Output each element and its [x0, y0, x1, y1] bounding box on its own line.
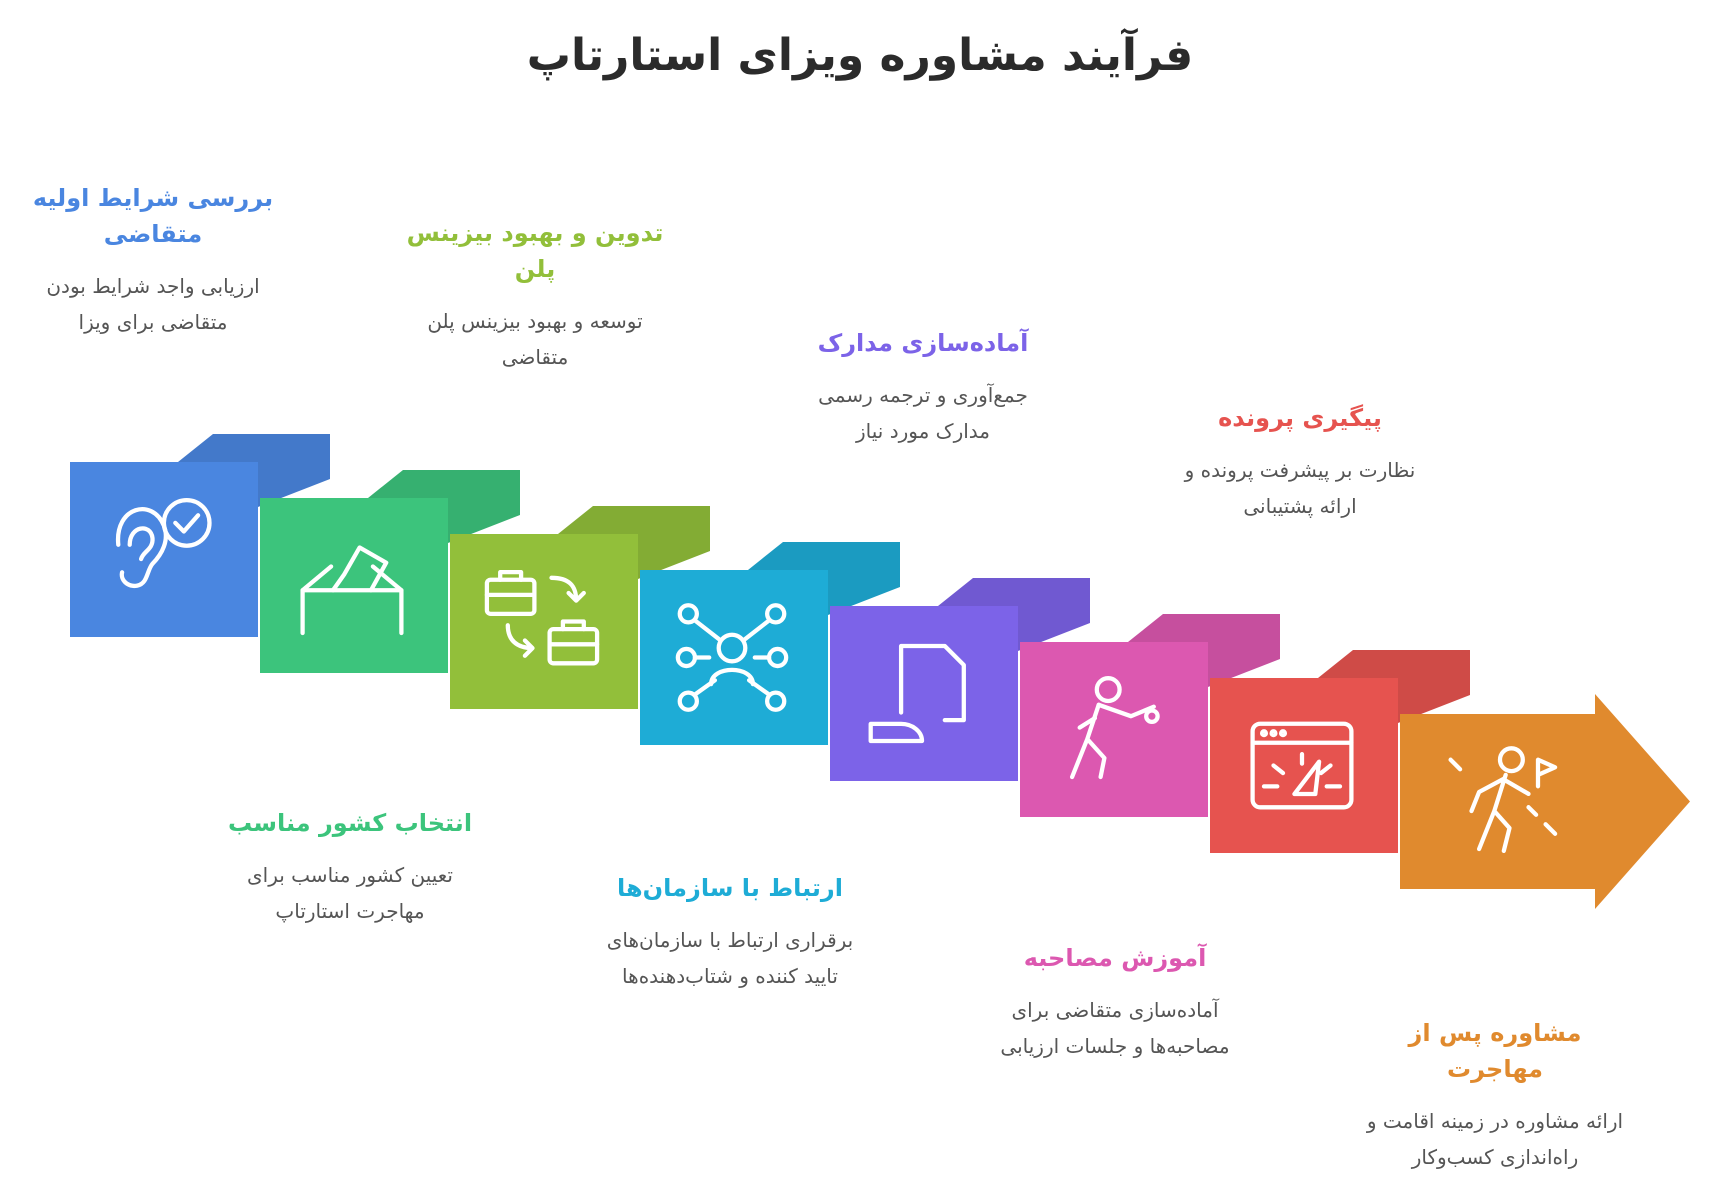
step-description: ارزیابی واجد شرایط بودن متقاضی برای ویزا: [46, 274, 260, 334]
step-description: تعیین کشور مناسب برای مهاجرت استارتاپ: [247, 863, 453, 923]
step-label-5: [788, 325, 1058, 449]
step-label-7: [1165, 400, 1435, 524]
step-label-4: [595, 870, 865, 994]
step-title: آموزش مصاحبه: [1023, 944, 1207, 972]
step-description: جمع‌آوری و ترجمه رسمی مدارک مورد نیاز: [818, 383, 1028, 443]
step-description: نظارت بر پیشرفت پرونده و ارائه پشتیبانی: [1184, 458, 1416, 518]
step-title: مشاوره پس از مهاجرت: [1408, 1019, 1582, 1083]
step-block-body: [830, 606, 1018, 781]
step-label-6: [980, 940, 1250, 1064]
step-label-8: [1360, 1015, 1630, 1175]
step-block-8: [1400, 694, 1690, 909]
step-block-body: [260, 498, 448, 673]
step-label-3: [400, 215, 670, 375]
step-label-2: [215, 805, 485, 929]
step-block-body: [1210, 678, 1398, 853]
step-block-body: [1020, 642, 1208, 817]
page-title: فرآیند مشاوره ویزای استارتاپ: [526, 30, 1194, 81]
step-description: برقراری ارتباط با سازمان‌های تایید کننده و شتاب‌دهنده‌ها: [606, 928, 854, 988]
step-title: ارتباط با سازمان‌ها: [617, 874, 843, 902]
step-title: تدوین و بهبود بیزینس پلن: [406, 219, 664, 283]
step-title: پیگیری پرونده: [1218, 404, 1382, 432]
step-title: انتخاب کشور مناسب: [227, 809, 473, 837]
step-title: بررسی شرایط اولیه متقاضی: [32, 184, 274, 248]
step-description: ارائه مشاوره در زمینه اقامت و راه‌اندازی کسب‌وکار: [1366, 1109, 1624, 1169]
step-description: آماده‌سازی متقاضی برای مصاحبه‌ها و جلسات ارزیابی: [1000, 998, 1230, 1058]
final-arrow: [1400, 694, 1690, 909]
step-title: آماده‌سازی مدارک: [817, 329, 1029, 357]
step-label-1: [18, 180, 288, 340]
step-description: توسعه و بهبود بیزینس پلن متقاضی: [427, 309, 643, 369]
step-block-body: [640, 570, 828, 745]
step-block-body: [450, 534, 638, 709]
